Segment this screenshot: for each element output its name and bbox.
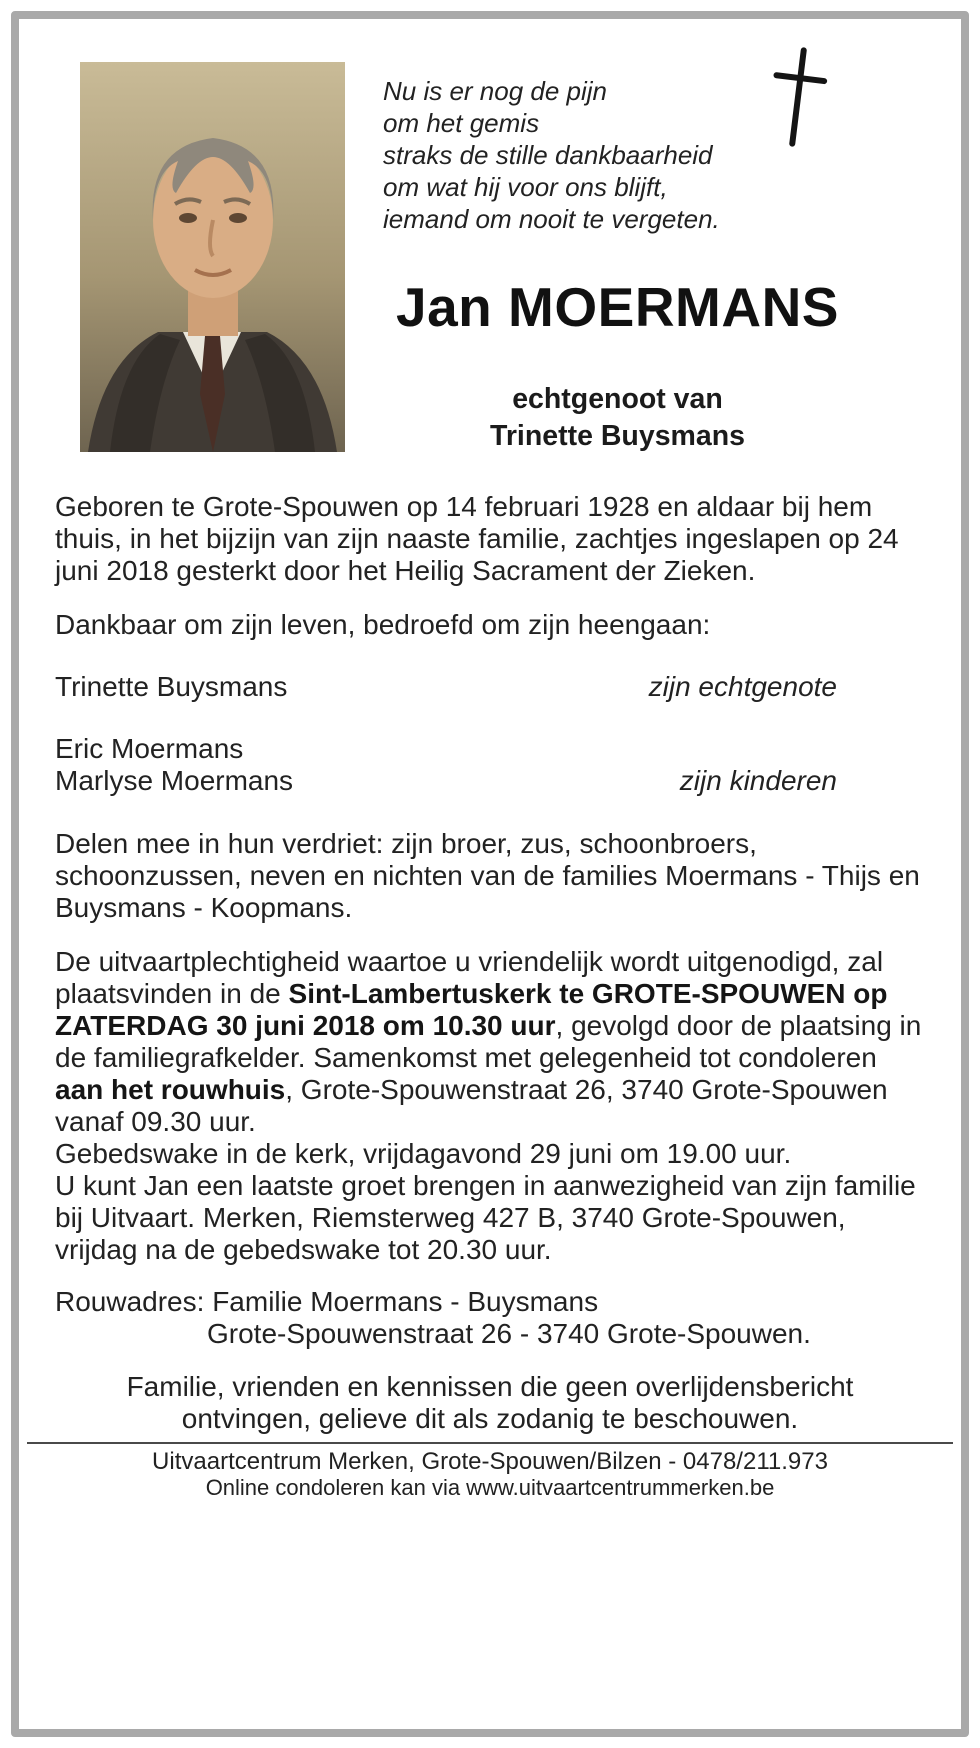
mourning-address xyxy=(55,1286,925,1350)
mourning-address-street: Grote-Spouwenstraat 26 - 3740 Grote-Spouwen. xyxy=(207,1318,811,1349)
footer xyxy=(55,1449,925,1500)
notice-line: Familie, vrienden en kennissen die geen overlijdensbericht xyxy=(126,1371,854,1402)
funeral-home-line: Uitvaartcentrum Merken, Grote-Spouwen/Bilzen - 0478/211.973 xyxy=(152,1448,828,1475)
birth-death-paragraph: Geboren te Grote-Spouwen op 14 februari 1928 en aldaar bij hem thuis, in het bijzijn van zijn naaste familie, zachtjes ingeslapen op 24 juni 2018 gesterkt door het Heilig Sacrament der Zieken. xyxy=(55,491,899,586)
relative-names xyxy=(55,671,287,703)
funeral-segment: De uitvaartplechtigheid waartoe u vriendelijk wordt uitgenodigd, zal plaatsvinden in de xyxy=(55,946,884,1009)
relative-relation: zijn echtgenote xyxy=(648,671,837,702)
cross-icon xyxy=(767,45,829,149)
sympathy-paragraph: Delen mee in hun verdriet: zijn broer, zus, schoonbroers, schoonzussen, neven en nichten van de families Moermans - Thijs en Buysmans - Koopmans. xyxy=(55,828,920,923)
poem-line: om wat hij voor ons blijft, xyxy=(383,172,668,202)
relative-relation: zijn kinderen xyxy=(679,765,837,796)
poem-line: Nu is er nog de pijn xyxy=(383,76,608,106)
mourning-address-line xyxy=(55,1286,925,1318)
relation-intro: echtgenoot van xyxy=(512,383,723,415)
grateful-line: Dankbaar om zijn leven, bedroefd om zijn heengaan: xyxy=(55,609,711,640)
last-greeting-line: U kunt Jan een laatste groet brengen in aanwezigheid van zijn familie bij Uitvaart. Merken, Riemsterweg 427 B, 3740 Grote-Spouwen, vrijdag na de gebedswake tot 20.30 uur. xyxy=(55,1170,916,1265)
funeral-paragraph xyxy=(55,946,925,1266)
wake-line: Gebedswake in de kerk, vrijdagavond 29 juni om 19.00 uur. xyxy=(55,1138,792,1169)
notice-line: ontvingen, gelieve dit als zodanig te beschouwen. xyxy=(181,1403,799,1434)
spouse-block xyxy=(345,381,890,455)
mourning-address-family: Familie Moermans - Buysmans xyxy=(212,1286,599,1317)
funeral-segment: , gevolgd door de plaatsing in de familiegrafkelder. Samenkomst met gelegenheid tot condoleren xyxy=(55,1010,922,1073)
memorial-poem xyxy=(383,75,720,235)
relative-row-children xyxy=(55,733,925,797)
relative-row-spouse xyxy=(55,671,925,703)
notice-paragraph xyxy=(55,1371,925,1435)
mourning-address-label: Rouwadres: xyxy=(55,1286,205,1317)
relative-name: Marlyse Moermans xyxy=(55,765,294,796)
relative-name: Trinette Buysmans xyxy=(55,671,288,702)
funeral-segment-bold: Sint-Lambertuskerk te GROTE-SPOUWEN op ZATERDAG 30 juni 2018 om 10.30 uur xyxy=(55,978,888,1041)
relative-names xyxy=(55,733,293,797)
portrait-illustration xyxy=(80,62,345,452)
deceased-name: Jan MOERMANS xyxy=(396,276,839,338)
poem-line: om het gemis xyxy=(383,108,540,138)
obituary-card xyxy=(19,19,961,1729)
poem-line: straks de stille dankbaarheid xyxy=(383,140,713,170)
poem-line: iemand om nooit te vergeten. xyxy=(383,204,720,234)
spouse-name: Trinette Buysmans xyxy=(490,420,745,452)
divider-line xyxy=(27,1442,953,1444)
funeral-segment: , Grote-Spouwenstraat 26, 3740 Grote-Spouwen vanaf 09.30 uur. xyxy=(55,1074,888,1137)
funeral-segment-bold: aan het rouwhuis xyxy=(55,1074,286,1105)
relative-name: Eric Moermans xyxy=(55,733,244,764)
header xyxy=(55,19,925,471)
portrait-photo xyxy=(80,62,345,452)
condolence-website-line: Online condoleren kan via www.uitvaartcentrummerken.be xyxy=(205,1475,775,1500)
